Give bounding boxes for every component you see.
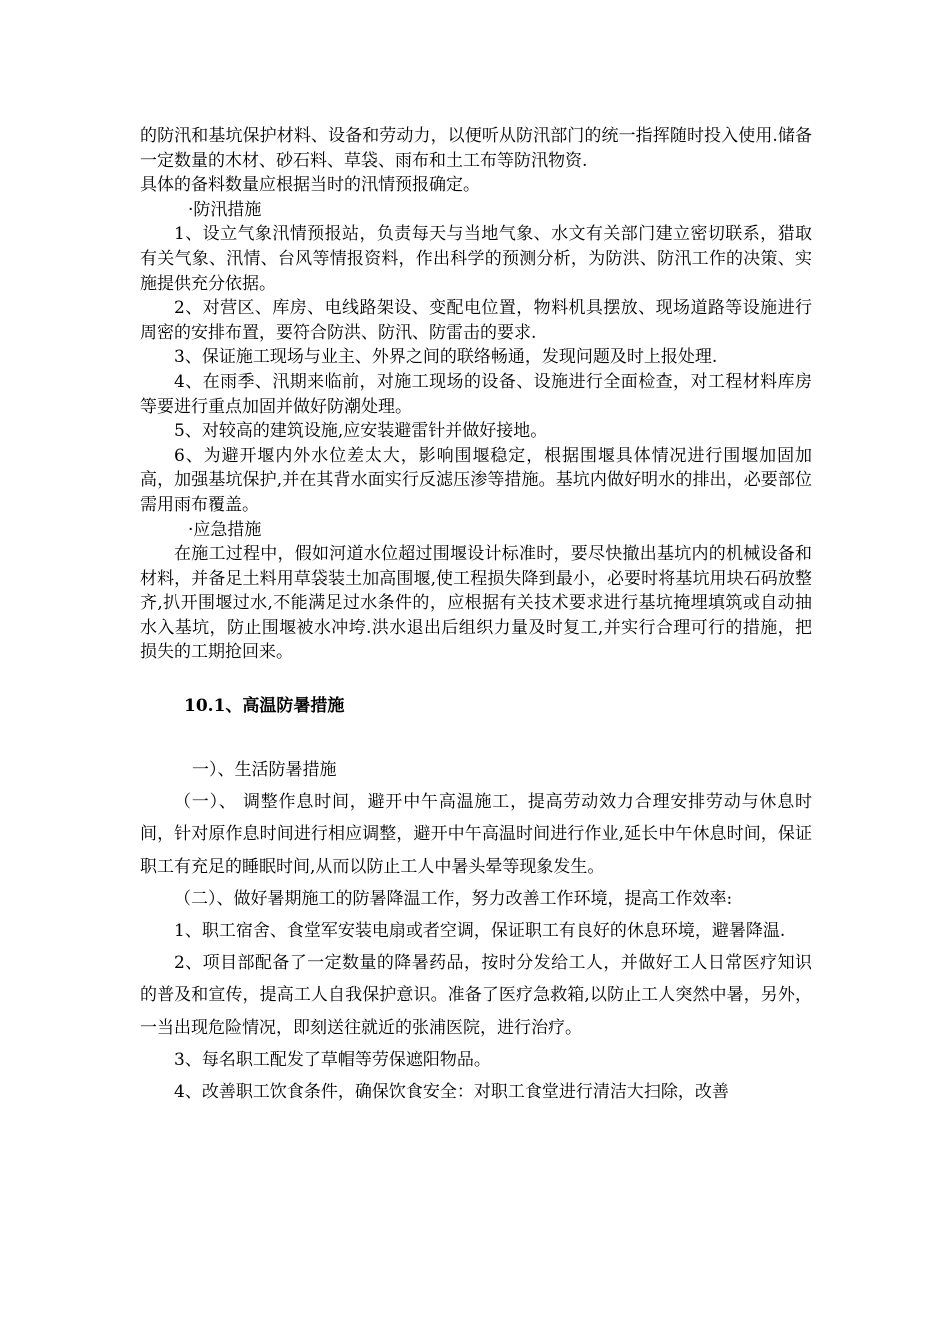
heat-prevention-section [140, 754, 812, 1108]
section-heading-heat-prevention: 10.1、高温防暑措施 [184, 696, 345, 716]
heat-item-2: 2、项目部配备了一定数量的降暑药品，按时分发给工人，并做好工人日常医疗知识的普及和宣传，提高工人自我保护意识。准备了医疗急救箱,以防止工人突然中暑，另外，一当出现危险情况，即刻送往就近的张浦医院，进行治疗。 [140, 953, 812, 1038]
subheading-living-measures: 一）、生活防暑措施 [192, 760, 337, 780]
flood-measure-4: 4、在雨季、汛期来临前，对施工现场的设备、设施进行全面检查，对工程材料库房等要进行重点加固并做好防潮处理。 [140, 371, 812, 417]
heat-item-3: 3、每名职工配发了草帽等劳保遮阳物品。 [174, 1049, 491, 1070]
flood-measure-3: 3、保证施工现场与业主、外界之间的联络畅通，发现问题及时上报处理. [174, 347, 718, 368]
flood-measure-1: 1、设立气象汛情预报站，负责每天与当地气象、水文有关部门建立密切联系，猎取有关气象、汛情、台风等情报资料，作出科学的预测分析，为防洪、防汛工作的决策、实施提供充分依据。 [140, 224, 812, 294]
emergency-paragraph: 在施工过程中，假如河道水位超过围堰设计标准时，要尽快撤出基坑内的机械设备和材料，并备足土料用草袋装土加高围堰,使工程损失降到最小，必要时将基坑用块石码放整齐,扒开围堰过水,不能满足过水条件的，应根据有关技术要求进行基坑掩埋填筑或自动抽水入基坑，防止围堰被水冲垮.洪水退出后组织力量及时复工,并实行合理可行的措施，把损失的工期抢回来。 [140, 544, 812, 663]
flood-control-section [140, 124, 812, 665]
paragraph-cooling-work: （二）、做好暑期施工的防暑降温工作，努力改善工作环境，提高工作效率: [174, 888, 733, 909]
paragraph-quantity-note: 具体的备料数量应根据当时的汛情预报确定。 [140, 175, 480, 196]
flood-measure-6: 6、为避开堰内外水位差太大，影响围堰稳定，根据围堰具体情况进行围堰加固加高，加强基坑保护,并在其背水面实行反滤压渗等措施。基坑内做好明水的排出，必要部位需用雨布覆盖。 [140, 445, 812, 515]
heat-item-1: 1、职工宿舍、食堂军安装电扇或者空调，保证职工有良好的休息环境，避暑降温. [174, 921, 786, 942]
subheading-flood-measures: ·防汛措施 [188, 199, 262, 220]
subheading-emergency-measures: ·应急措施 [188, 519, 262, 540]
paragraph-schedule-adjustment: （一）、 调整作息时间，避开中午高温施工，提高劳动效力合理安排劳动与休息时间，针对原作息时间进行相应调整，避开中午高温时间进行作业,延长中午休息时间，保证职工有充足的睡眠时间,从而以防止工人中暑头晕等现象发生。 [140, 792, 812, 877]
flood-measure-5: 5、对较高的建筑设施,应安装避雷针并做好接地。 [174, 421, 548, 442]
paragraph-materials: 的防汛和基坑保护材料、设备和劳动力，以便听从防汛部门的统一指挥随时投入使用.储备一定数量的木材、砂石料、草袋、雨布和土工布等防汛物资. [140, 126, 812, 171]
heat-item-4: 4、改善职工饮食条件，确保饮食安全：对职工食堂进行清洁大扫除，改善 [174, 1082, 729, 1103]
flood-measure-2: 2、对营区、库房、电线路架设、变配电位置，物料机具摆放、现场道路等设施进行周密的安排布置，要符合防洪、防汛、防雷击的要求. [140, 298, 812, 343]
